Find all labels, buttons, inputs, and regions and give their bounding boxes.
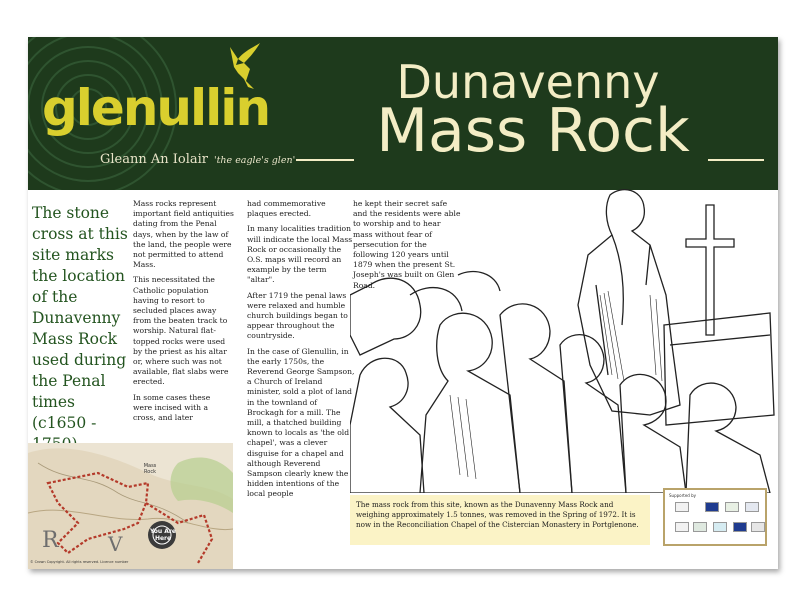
paragraph: had commemorative plaques erected. (247, 199, 326, 219)
body-column-1 (133, 199, 235, 428)
crest-logo-icon (675, 522, 689, 532)
header-banner (28, 37, 778, 190)
paragraph: Mass rocks represent important field antiquities dating from the Penal days, when by the law of the land, the people were not permitted to attend Mass. (133, 199, 234, 270)
map-place-label: Mass Rock (143, 463, 157, 475)
body-column-2 (247, 199, 355, 505)
information-board (28, 37, 778, 569)
sponsor-label: Supported by (669, 493, 696, 498)
paragraph: In the case of Glenullin, in the early 1750s, the Reverend George Sampson, a Church of Ireland minister, sold a plot of land in the townland of Brockagh for a mill. The mill, a thatched building known to locals as 'the old chapel', was a clever disguise for a chapel and although Reverend Sampson clearly knew the hidden intentions of the local people (247, 346, 355, 499)
caption-box: The mass rock from this site, known as the Dunavenny Mass Rock and weighing approximately 1.5 tonnes, was removed in the Spring of 1972. It is now in the Reconciliation Chapel of the Cistercian Monastery in Portglenone. (350, 495, 650, 545)
sponsor-logos (663, 488, 767, 546)
brand-logo: glenullin (42, 79, 270, 137)
brand-subtitle (100, 152, 295, 167)
department-logo-icon (693, 522, 707, 532)
partnership-logo-icon (751, 522, 765, 532)
paragraph: In some cases these were incised with a cross, and later (133, 392, 211, 423)
mass-illustration (350, 175, 778, 493)
brand-irish-name: Gleann An Iolair (100, 152, 208, 167)
svg-text:R: R (42, 528, 59, 553)
council-logo-icon (725, 502, 739, 512)
agency-logo-icon (745, 502, 759, 512)
location-map (28, 443, 233, 569)
paragraph: This necessitated the Catholic population having to resort to secluded places away from the beaten track to worship. Natural flat-topped rocks were used by the priest as his altar or, where such was not available, flat slabs were erected. (133, 275, 229, 387)
lead-text: The stone cross at this site marks the location of the Dunavenny Mass Rock used during the Penal times (c1650 - (32, 204, 128, 432)
you-are-here-marker: You Are Here (150, 528, 176, 542)
eu-flag-icon (733, 522, 747, 532)
paragraph: he kept their secret safe and the residents were able to worship and to hear mass without fear of persecution for the following 120 years until 1879 when the present St. Joseph's was built on Glen Road. (353, 199, 461, 290)
title-line-2: Mass Rock (376, 96, 690, 166)
svg-text:V: V (108, 532, 123, 556)
crest-logo-icon (675, 502, 689, 512)
title-rule-right (708, 159, 764, 161)
title-line-1: Dunavenny (396, 55, 660, 109)
map-credit: © Crown Copyright. All rights reserved. Licence number (30, 560, 129, 564)
paragraph: After 1719 the penal laws were relaxed and humble church buildings began to appear throughout the countryside. (247, 290, 348, 341)
title-rule-left (296, 159, 354, 161)
rural-network-logo-icon (713, 522, 727, 532)
brand-tagline: 'the eagle's glen' (214, 155, 296, 166)
paragraph: In many localities tradition will indicate the local Mass Rock or occasionally the O.S. maps will record an example by the term "altar". (247, 224, 353, 285)
eu-flag-icon (705, 502, 719, 512)
